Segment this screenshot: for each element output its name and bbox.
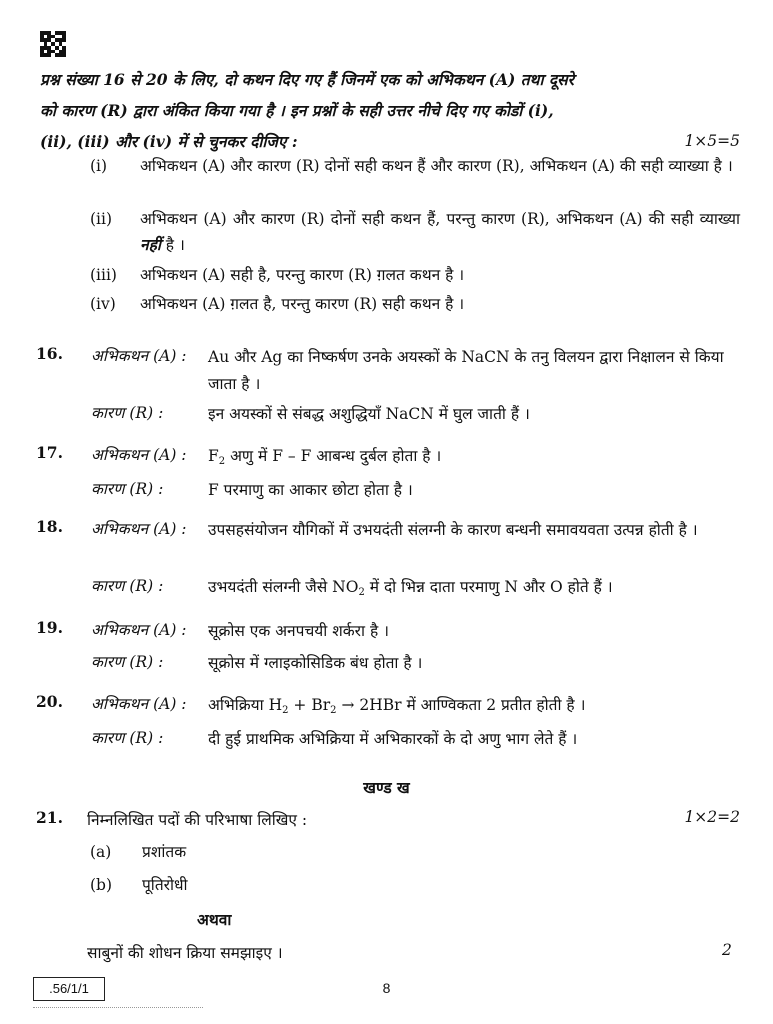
question-number: 17. [36,443,63,462]
question-21-part-a [90,840,186,862]
reason-label: कारण (R) : [91,577,164,595]
option-text: अभिकथन (A) सही है, परन्तु कारण (R) ग़लत कथन है । [140,266,465,284]
assertion-text: उपसहसंयोजन यौगिकों में उभयदंती संलग्नी के कारण बन्धनी समावयवता उत्पन्न होती है । [208,521,698,539]
qr-code-icon [40,31,66,57]
option-text [140,206,740,258]
reason-label: कारण (R) : [91,729,164,747]
instructions-line-1: प्रश्न संख्या 16 से 20 के लिए, दो कथन दिए गए हैं जिनमें एक को अभिकथन (A) तथा दूसरे [40,70,574,89]
reason-text: दी हुई प्राथमिक अभिक्रिया में अभिकारकों के दो अणु भाग लेते हैं । [208,730,578,748]
question-number: 19. [36,618,63,637]
question-number: 20. [36,692,63,711]
assertion-label: अभिकथन (A) : [91,520,187,538]
page-number: 8 [382,980,391,996]
section-title: खण्ड ख [363,778,410,797]
part-text: प्रशांतक [142,843,187,861]
reason-part: उभयदंती संलग्नी जैसे NO [208,578,359,596]
footer-rule [33,1007,203,1008]
formula-subscript: 2 [358,587,365,598]
assertion-label: अभिकथन (A) : [91,621,187,639]
part-number: (b) [90,876,113,894]
instructions-line-3-text: (ii), (iii) और (iv) में से चुनकर दीजिए : [40,132,298,151]
formula-part: F [208,447,219,465]
part-number: (a) [90,843,112,861]
option-number: (iii) [90,266,117,284]
formula-subscript: 2 [330,705,337,716]
question-text: निम्नलिखित पदों की परिभाषा लिखिए : [87,811,308,829]
reason-label: कारण (R) : [91,653,164,671]
alternative-question-text: साबुनों की शोधन क्रिया समझाइए । [87,944,283,962]
question-number: 16. [36,344,63,363]
assertion-text [208,692,740,724]
option-iii [90,262,740,288]
option-number: (i) [90,157,108,175]
option-number: (ii) [90,210,113,228]
alternative-question-marks: 2 [722,941,732,959]
assertion-label: अभिकथन (A) : [91,446,187,464]
question-number: 21. [36,808,63,827]
assertion-text: सूक्रोस एक अनपचयी शर्करा है । [208,622,389,640]
option-text: अभिकथन (A) और कारण (R) दोनों सही कथन हैं और कारण (R), अभिकथन (A) की सही व्याख्या है । [140,157,733,175]
reason-label: कारण (R) : [91,404,164,422]
option-text: अभिकथन (A) ग़लत है, परन्तु कारण (R) सही कथन है । [140,295,465,313]
reason-label: कारण (R) : [91,480,164,498]
question-21-part-b [90,873,188,895]
formula-part: + Br [288,696,331,714]
assertion-label: अभिकथन (A) : [91,695,187,713]
paper-code: .56/1/1 [33,977,105,1001]
formula-part: अभिक्रिया H [208,696,283,714]
assertion-label: अभिकथन (A) : [91,347,187,365]
formula-subscript: 2 [218,456,226,467]
assertion-text [208,443,740,475]
reason-text: सूक्रोस में ग्लाइकोसिडिक बंध होता है । [208,654,423,672]
option-i [90,153,740,179]
option-text-a: अभिकथन (A) और कारण (R) दोनों सही कथन हैं, परन्तु कारण (R), अभिकथन (A) की सही व्याख्या [140,210,740,228]
assertion-text: Au और Ag का निष्कर्षण उनके अयस्कों के NaCN के तनु विलयन द्वारा निक्षालन से किया जाता है । [208,348,724,393]
option-text-emphasis: नहीं [140,235,161,254]
option-text-b: है । [165,236,185,254]
part-text: पूतिरोधी [142,876,188,894]
question-number: 18. [36,517,63,536]
or-separator: अथवा [197,910,232,929]
assertion-rest: → 2HBr में आण्विकता 2 प्रतीत होती है । [336,696,586,714]
option-iv [90,291,740,317]
reason-text: इन अयस्कों से संबद्ध अशुद्धियाँ NaCN में घुल जाती हैं । [208,405,530,423]
reason-text [208,574,740,606]
reason-text: F परमाणु का आकार छोटा होता है । [208,481,413,499]
instructions [40,64,740,157]
question-marks: 1×2=2 [684,808,740,826]
instructions-marks: 1×5=5 [684,132,740,150]
option-ii [90,206,740,258]
assertion-rest: अणु में F – F आबन्ध दुर्बल होता है । [225,447,442,465]
instructions-line-2: को कारण (R) द्वारा अंकित किया गया है । इन प्रश्नों के सही उत्तर नीचे दिए गए कोडों (i), [40,101,554,120]
option-number: (iv) [90,295,116,313]
formula-subscript: 2 [282,705,289,716]
reason-rest: में दो भिन्न दाता परमाणु N और O होते हैं । [364,578,613,596]
